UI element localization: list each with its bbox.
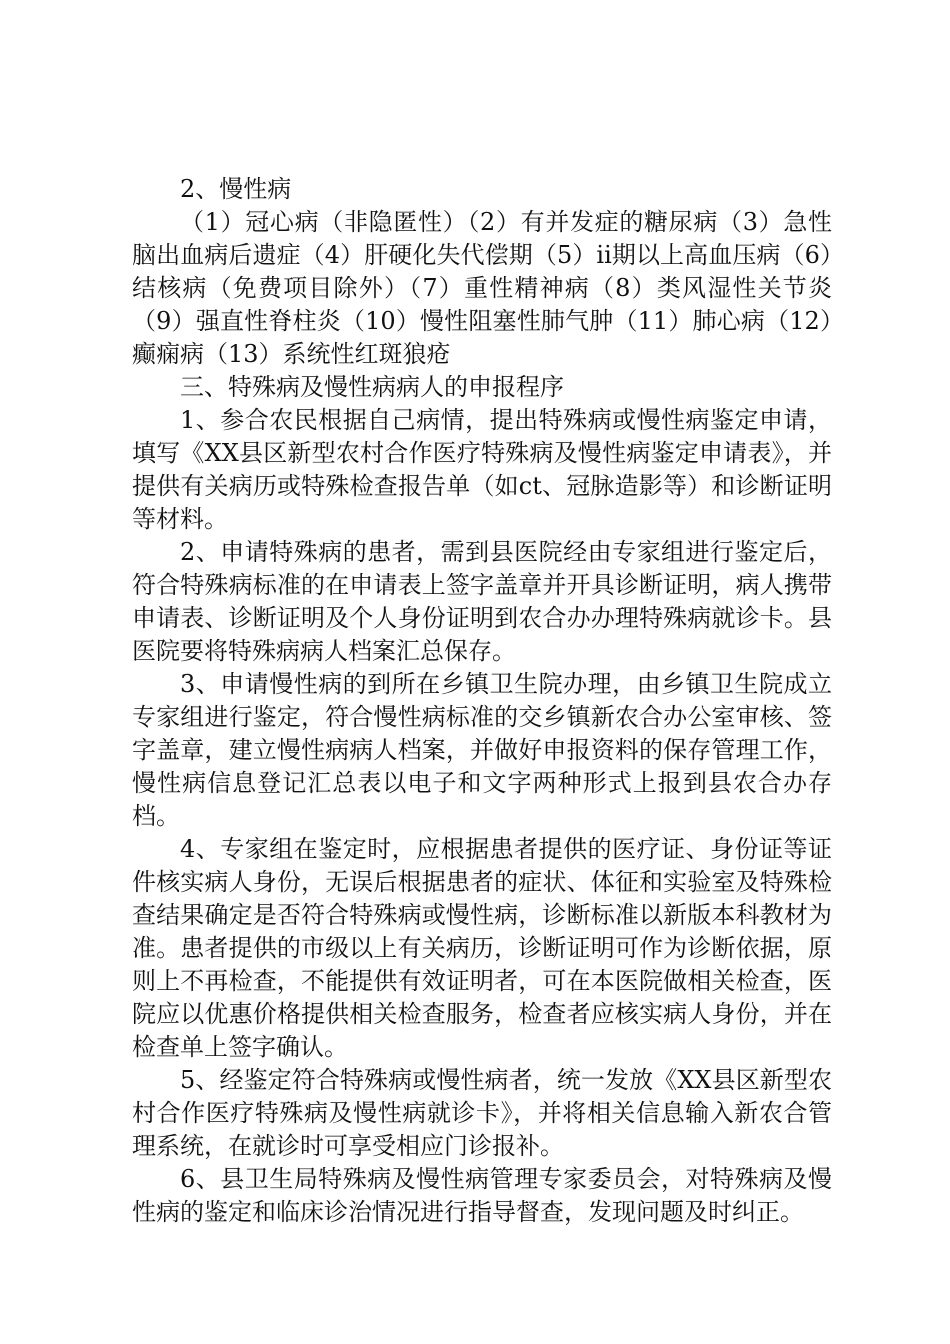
section-heading-chronic: 2、慢性病: [180, 175, 292, 203]
paragraph-step-2: 2、申请特殊病的患者，需到县医院经由专家组进行鉴定后，符合特殊病标准的在申请表上签字盖章并开具诊断证明，病人携带申请表、诊断证明及个人身份证明到农合办办理特殊病就诊卡。县医院要将特殊病病人档案汇总保存。: [132, 538, 832, 665]
paragraph-step-4: 4、专家组在鉴定时，应根据患者提供的医疗证、身份证等证件核实病人身份，无误后根据患者的症状、体征和实验室及特殊检查结果确定是否符合特殊病或慢性病，诊断标准以新版本科教材为准。患者提供的市级以上有关病历，诊断证明可作为诊断依据，原则上不再检查，不能提供有效证明者，可在本医院做相关检查，医院应以优惠价格提供相关检查服务，检查者应核实病人身份，并在检查单上签字确认。: [132, 835, 832, 1061]
section-heading-procedure: 三、特殊病及慢性病病人的申报程序: [180, 373, 564, 401]
paragraph-step-1: 1、参合农民根据自己病情，提出特殊病或慢性病鉴定申请，填写《XX县区新型农村合作医疗特殊病及慢性病鉴定申请表》，并提供有关病历或特殊检查报告单（如ct、冠脉造影等）和诊断证明等材料。: [132, 406, 832, 533]
paragraph-step-6: 6、县卫生局特殊病及慢性病管理专家委员会，对特殊病及慢性病的鉴定和临床诊治情况进行指导督查，发现问题及时纠正。: [132, 1165, 832, 1226]
paragraph-step-3: 3、申请慢性病的到所在乡镇卫生院办理，由乡镇卫生院成立专家组进行鉴定，符合慢性病标准的交乡镇新农合办公室审核、签字盖章，建立慢性病病人档案，并做好申报资料的保存管理工作，慢性病信息登记汇总表以电子和文字两种形式上报到县农合办存档。: [132, 670, 832, 830]
paragraph-chronic-list: （1）冠心病（非隐匿性）（2）有并发症的糖尿病（3）急性脑出血病后遗症（4）肝硬化失代偿期（5）ii期以上高血压病（6）结核病（免费项目除外）（7）重性精神病（8）类风湿性关节炎（9）强直性脊柱炎（10）慢性阻塞性肺气肿（11）肺心病（12）癫痫病（13）系统性红斑狼疮: [132, 208, 832, 368]
document-body: [132, 173, 832, 1229]
paragraph-step-5: 5、经鉴定符合特殊病或慢性病者，统一发放《XX县区新型农村合作医疗特殊病及慢性病就诊卡》，并将相关信息输入新农合管理系统，在就诊时可享受相应门诊报补。: [132, 1066, 832, 1160]
